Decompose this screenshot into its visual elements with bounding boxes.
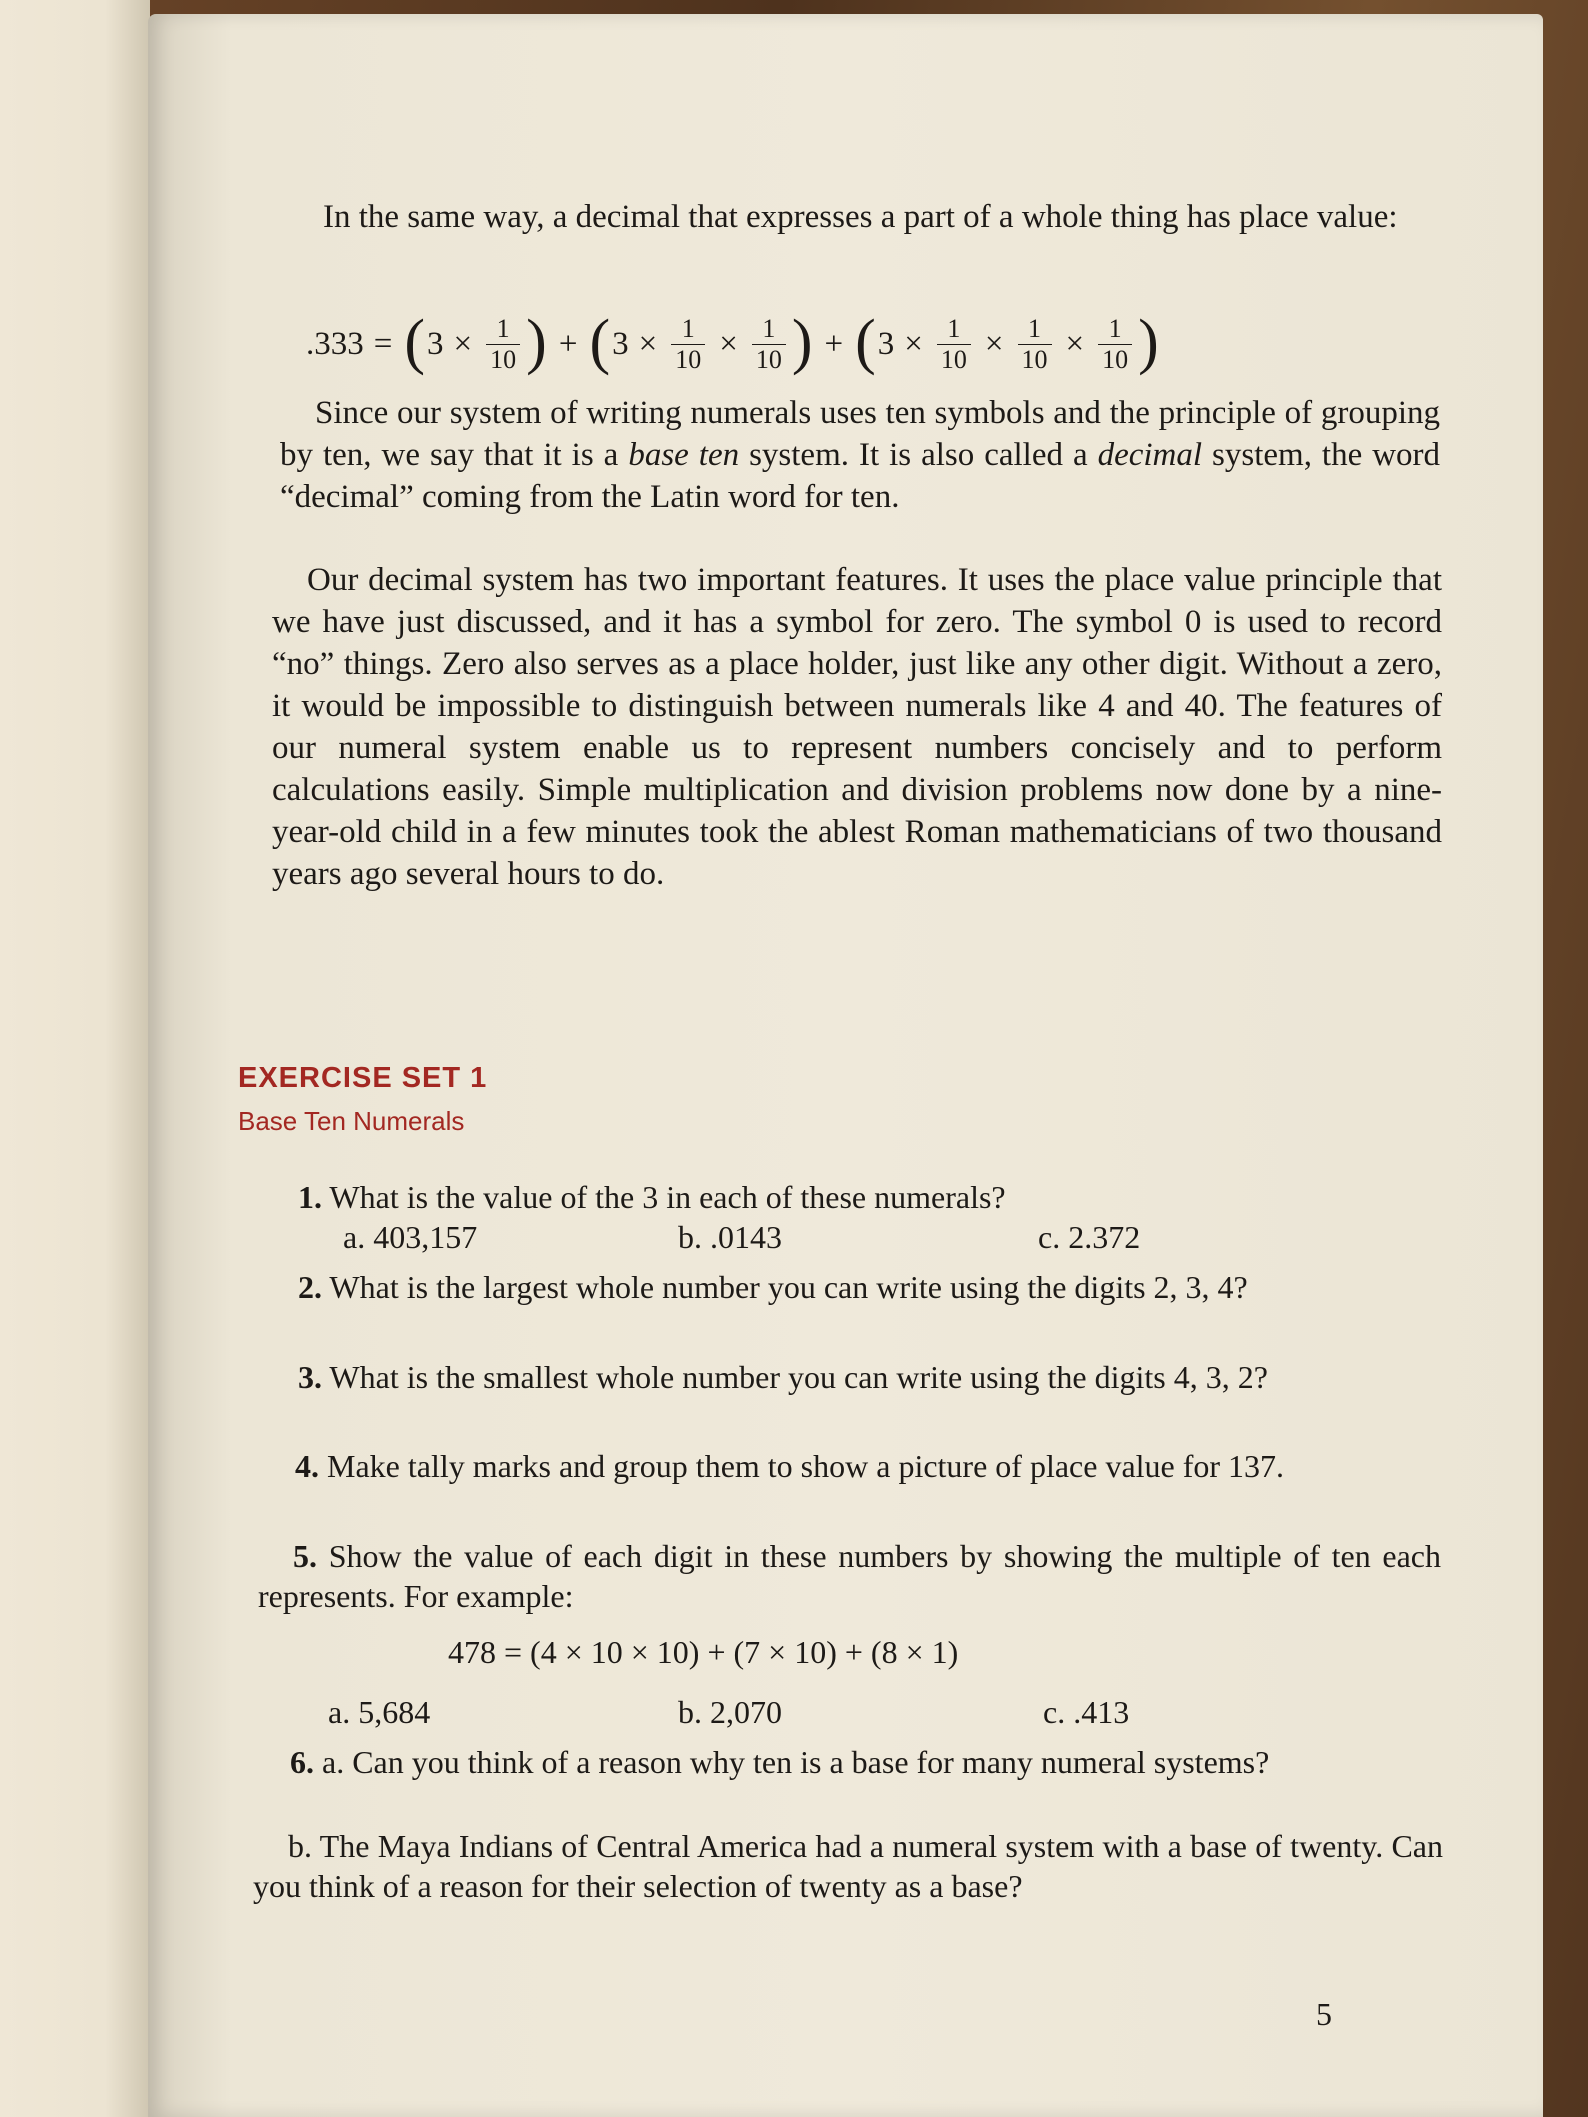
question-2: 2. What is the largest whole number you can write using the digits 2, 3, 4?	[298, 1269, 1248, 1305]
times-sign: ×	[904, 325, 923, 362]
fraction: $\frac{1}{10}$	[671, 314, 705, 375]
plus-sign: +	[824, 325, 844, 362]
close-paren: )	[526, 308, 547, 376]
times-sign: ×	[453, 325, 473, 362]
times-sign: ×	[638, 325, 658, 362]
times-sign: ×	[984, 325, 1004, 362]
features-text: Our decimal system has two important features. It uses the place value principle that we have just discussed, and it has a symbol for zero. The symbol 0 is used to record “no” things. Zero also serves as a place holder, just like any other digit. Without a zero, it would be impossible to distinguish between numerals like 4 and 40. The features of our numeral system enable us to represent numbers concisely and to perform calculations easily. Simple multiplication and division problems now done by a nine-year-old child in a few minutes took the ablest Roman mathematicians of two thousand years ago several hours to do.	[272, 562, 1442, 892]
question-number: 6.	[290, 1744, 314, 1780]
option-a: a. 403,157	[343, 1219, 478, 1255]
option-b: b. 2,070	[678, 1694, 782, 1730]
open-paren: (	[855, 308, 876, 376]
question-number: 3.	[298, 1359, 322, 1395]
open-paren: (	[589, 308, 611, 376]
base-ten-paragraph: Since our system of writing numerals uses ten symbols and the principle of grouping by ten, we say that it is a base ten system. It is also called a decimal system, the word “decimal” coming from the Latin word for ten.	[280, 395, 1441, 515]
intro-text: In the same way, a decimal that expresses a part of a whole thing has place value:	[323, 199, 1398, 235]
question-number: 2.	[298, 1269, 322, 1305]
times-sign: ×	[719, 325, 738, 362]
intro-paragraph	[288, 196, 1448, 238]
option-c: c. .413	[1043, 1694, 1130, 1730]
fraction: $\frac{1}{10}$	[1098, 314, 1132, 375]
fraction: $\frac{1}{10}$	[1018, 314, 1052, 375]
times-sign: ×	[1065, 325, 1085, 362]
plus-sign: +	[558, 325, 578, 362]
fraction: $\frac{1}{10}$	[937, 314, 971, 375]
emphasis-decimal: decimal	[1097, 437, 1203, 473]
close-paren: )	[1138, 308, 1159, 376]
exercise-title: EXERCISE SET 1	[238, 1062, 488, 1094]
open-paren: (	[404, 308, 426, 376]
question-1: 1. What is the value of the 3 in each of these numerals?	[298, 1179, 1006, 1215]
left-page-edge	[0, 0, 150, 2117]
option-b: b. .0143	[678, 1219, 782, 1255]
features-paragraph	[272, 559, 1442, 895]
option-c: c. 2.372	[1038, 1219, 1141, 1255]
formula-lhs: .333	[306, 325, 364, 362]
question-number: 4.	[295, 1448, 319, 1484]
question-number: 5.	[293, 1538, 317, 1574]
question-1-options	[148, 1217, 1543, 1257]
fraction: $\frac{1}{10}$	[486, 314, 520, 375]
term-coefficient: 3	[427, 325, 444, 362]
question-6a: 6. a. Can you think of a reason why ten is a base for many numeral systems?	[290, 1744, 1270, 1780]
question-6b: b. The Maya Indians of Central America had a numeral system with a base of twenty. Can you think of a reason for their selection of twenty as a base?	[253, 1828, 1443, 1904]
place-value-formula	[306, 296, 1456, 392]
question-number: 1.	[298, 1179, 322, 1215]
question-5: 5. Show the value of each digit in these numbers by showing the multiple of ten each represents. For example:	[258, 1538, 1442, 1614]
close-paren: )	[791, 308, 813, 376]
term-coefficient: 3	[612, 325, 629, 362]
fraction: $\frac{1}{10}$	[752, 314, 786, 375]
term-coefficient: 3	[877, 325, 895, 362]
question-5-example: 478 = (4 × 10 × 10) + (7 × 10) + (8 × 1)	[448, 1634, 959, 1670]
question-5-options	[148, 1692, 1543, 1732]
emphasis-base-ten: base ten	[628, 437, 740, 473]
exercise-subtitle: Base Ten Numerals	[238, 1106, 465, 1136]
equals-sign: =	[373, 325, 393, 362]
question-4: 4. Make tally marks and group them to show a picture of place value for 137.	[295, 1448, 1285, 1484]
question-3: 3. What is the smallest whole number you can write using the digits 4, 3, 2?	[298, 1359, 1268, 1395]
book-page	[148, 14, 1543, 2117]
page-number: 5	[1316, 1996, 1332, 2032]
option-a: a. 5,684	[328, 1694, 431, 1730]
